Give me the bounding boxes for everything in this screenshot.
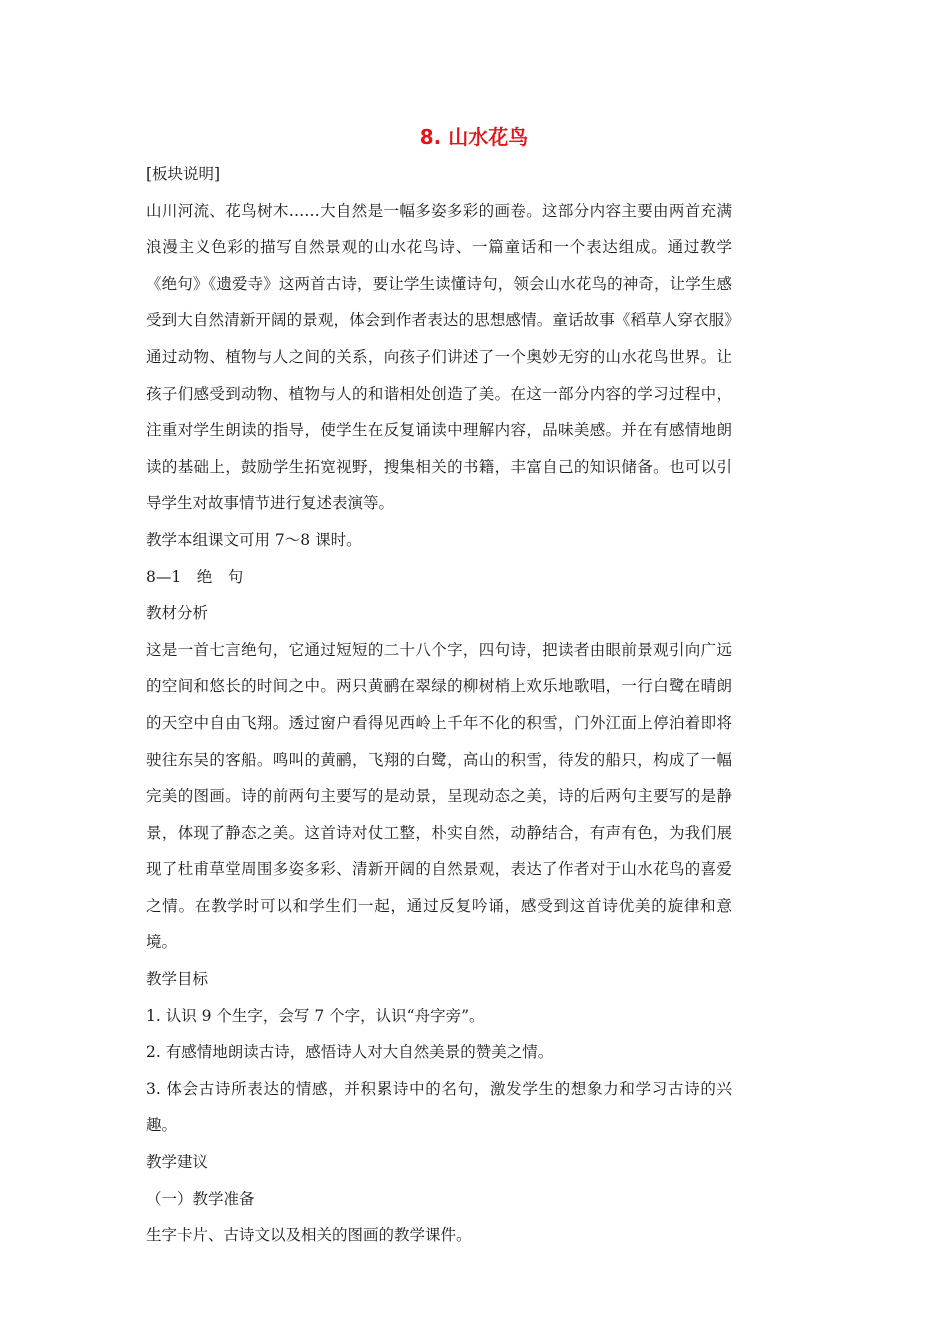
analysis-heading: 教材分析 <box>146 604 209 623</box>
document-page <box>146 118 732 1254</box>
suggestions-heading: 教学建议 <box>146 1153 209 1172</box>
lesson-heading: 8—1 绝 句 <box>146 567 244 586</box>
analysis-paragraph: 这是一首七言绝句，它通过短短的二十八个字，四句诗，把读者由眼前景观引向广远的空间和悠长的时间之中。两只黄鹂在翠绿的柳树梢上欢乐地歌唱，一行白鹭在晴朗的天空中自由飞翔。透过窗户看得见西岭上千年不化的积雪，门外江面上停泊着即将驶往东吴的客船。鸣叫的黄鹂，飞翔的白鹭，高山的积雪，待发的船只，构成了一幅完美的图画。诗的前两句主要写的是动景，呈现动态之美，诗的后两句主要写的是静景，体现了静态之美。这首诗对仗工整，朴实自然，动静结合，有声有色，为我们展现了杜甫草堂周围多姿多彩、清新开阔的自然景观，表达了作者对于山水花鸟的喜爱之情。在教学时可以和学生们一起，通过反复吟诵，感受到这首诗优美的旋律和意境。 <box>146 640 732 952</box>
page-title: 8. 山水花鸟 <box>419 125 529 149</box>
goal-item: 3. 体会古诗所表达的情感，并积累诗中的名句，激发学生的想象力和学习古诗的兴趣。 <box>146 1079 732 1135</box>
goals-heading: 教学目标 <box>146 970 209 989</box>
goal-item: 1. 认识 9 个生字，会写 7 个字，认识“舟字旁”。 <box>146 1006 485 1025</box>
intro-paragraph: 山川河流、花鸟树木……大自然是一幅多姿多彩的画卷。这部分内容主要由两首充满浪漫主义色彩的描写自然景观的山水花鸟诗、一篇童话和一个表达组成。通过教学《绝句》《遗爱寺》这两首古诗，要让学生读懂诗句，领会山水花鸟的神奇，让学生感受到大自然清新开阔的景观，体会到作者表达的思想感情。童话故事《稻草人穿衣服》通过动物、植物与人之间的关系，向孩子们讲述了一个奥妙无穷的山水花鸟世界。让孩子们感受到动物、植物与人的和谐相处创造了美。在这一部分内容的学习过程中，注重对学生朗读的指导，使学生在反复诵读中理解内容，品味美感。并在有感情地朗读的基础上，鼓励学生拓宽视野，搜集相关的书籍，丰富自己的知识储备。也可以引导学生对故事情节进行复述表演等。 <box>146 201 732 513</box>
section-label: [板块说明] <box>146 165 221 183</box>
class-hours-note: 教学本组课文可用 7～8 课时。 <box>146 530 362 549</box>
prep-heading: （一）教学准备 <box>146 1189 255 1208</box>
prep-text: 生字卡片、古诗文以及相关的图画的教学课件。 <box>146 1226 472 1245</box>
goal-item: 2. 有感情地朗读古诗，感悟诗人对大自然美景的赞美之情。 <box>146 1043 554 1062</box>
